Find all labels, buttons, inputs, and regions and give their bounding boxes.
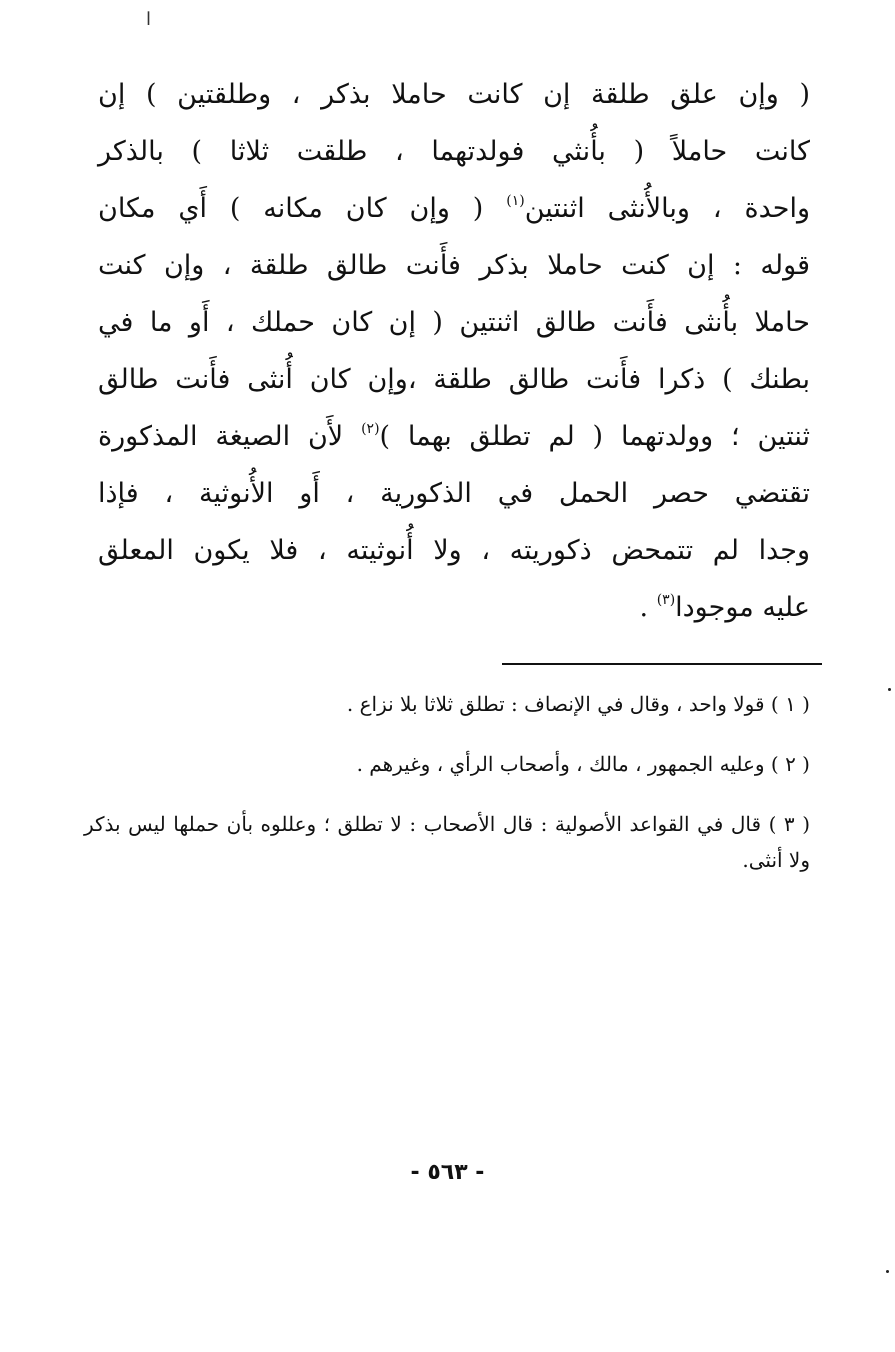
main-line-text: لأَن الصيغة المذكورة	[98, 421, 362, 452]
main-line: تقتضي حصر الحمل في الذكورية ، أَو الأُنوثية ، فإذا	[98, 478, 810, 509]
main-line	[98, 408, 810, 465]
footnote-3: ( ٣ ) قال في القواعد الأصولية : قال الأصحاب : لا تطلق ؛ وعللوه بأن حملها ليس بذكر ولا أنثى.	[84, 812, 810, 872]
main-line	[98, 579, 810, 636]
footnote-ref-1: (١)	[506, 193, 525, 209]
main-line: كانت حاملاً ( بأُنثي فولدتهما ، طلقت ثلاثا ) بالذكر	[98, 136, 810, 167]
main-line-text: عليه موجودا	[675, 592, 810, 623]
scan-speck	[888, 688, 891, 691]
main-line	[98, 180, 810, 237]
main-line: قوله : إن كنت حاملا بذكر فأَنت طالق طلقة ، وإن كنت	[98, 250, 810, 281]
main-line-text: ( وإن كان مكانه ) أَي مكان	[98, 193, 507, 224]
main-line-text: ثنتين ؛ وولدتهما ( لم تطلق بهما )	[379, 421, 811, 452]
corner-mark: ا	[146, 9, 152, 30]
main-line-text: واحدة ، وبالأُنثى اثنتين	[524, 193, 810, 224]
main-line: وجدا لم تتمحض ذكوريته ، ولا أُنوثيته ، فلا يكون المعلق	[98, 535, 810, 566]
main-line-text: .	[639, 592, 657, 623]
footnote-1: ( ١ ) قولا واحد ، وقال في الإنصاف : تطلق ثلاثا بلا نزاع .	[346, 692, 810, 716]
page-number: - ٥٦٣ -	[410, 1160, 485, 1185]
footnote-ref-3: (٣)	[656, 592, 676, 608]
main-line: ( وإن علق طلقة إن كانت حاملا بذكر ، وطلقتين ) إن	[98, 79, 810, 110]
footnote-ref-2: (٢)	[361, 421, 380, 437]
footnote-separator	[502, 663, 822, 665]
main-text	[98, 66, 810, 636]
main-line: بطنك ) ذكرا فأَنت طالق طلقة ،وإن كان أُنثى فأَنت طالق	[98, 364, 810, 395]
main-line: حاملا بأُنثى فأَنت طالق اثنتين ( إن كان حملك ، أَو ما في	[98, 307, 810, 338]
scan-speck	[886, 1270, 889, 1273]
footnote-2: ( ٢ ) وعليه الجمهور ، مالك ، وأصحاب الرأي ، وغيرهم .	[356, 752, 810, 776]
footnotes	[84, 686, 810, 902]
